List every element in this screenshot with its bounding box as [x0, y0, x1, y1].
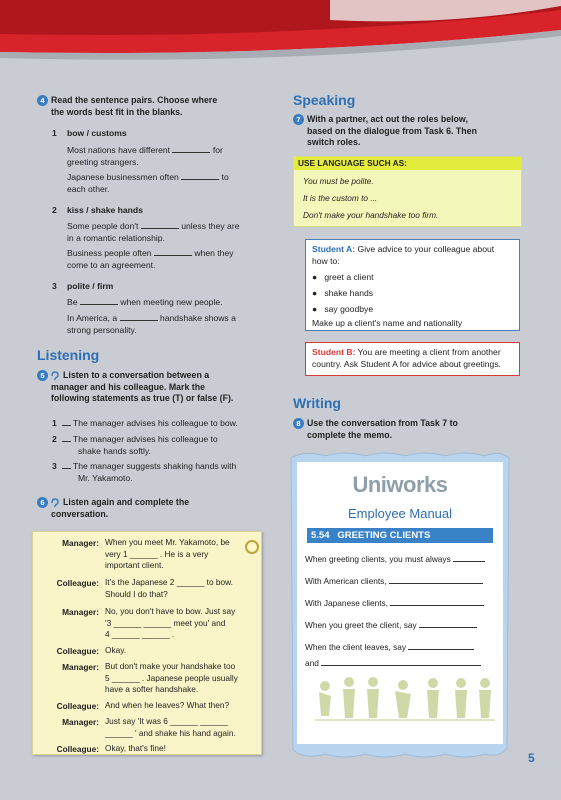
- language-box-heading: USE LANGUAGE SUCH AS:: [294, 157, 521, 170]
- language-box: [293, 156, 522, 227]
- task4-instruction: 4 Read the sentence pairs. Choose where the words best fit in the blanks.: [37, 95, 277, 118]
- task4-item2-sentence1: Some people don't unless they are in a romantic relationship.: [67, 221, 240, 243]
- task4-item3-number: 3: [52, 281, 57, 291]
- listening-heading: Listening: [37, 347, 100, 363]
- task4-item3-sentence2: In America, a handshake shows a strong personality.: [67, 313, 236, 335]
- dialogue-note: Manager: When you meet Mr. Yakamoto, be very 1 ______ . He is a very important client. Colleague: It's the Japanese 2 ______ to bow. Should I do that? Manager: No, you don't have to bow. Just say '3 ______ ______ meet you' and 4 ______ ______ . Colleague: Okay. Manager: But don't make your handshake too 5 ______ . Japanese people usually have a softer handshake. Colleague: And when he leaves? What then? Manager: Just say 'It was 6 ______ ______ ______ ' and shake his hand again. Colleague: Okay, that's fine!: [32, 531, 262, 755]
- writing-heading: Writing: [293, 395, 341, 411]
- task4-number: 4: [37, 95, 48, 106]
- student-a-label: Student A:: [312, 244, 356, 254]
- task7-number: 7: [293, 114, 304, 125]
- memo-line: and: [305, 658, 481, 668]
- task4-item3-sentence1: Be when meeting new people.: [67, 297, 223, 307]
- speaking-heading: Speaking: [293, 92, 356, 108]
- student-a-bullet: ● shake hands: [312, 288, 374, 298]
- task5-item1: 1 The manager advises his colleague to bow.: [52, 418, 238, 428]
- task4-item1-sentence2: Japanese businessmen often to each other.: [67, 172, 229, 194]
- memo-line: When you greet the client, say: [305, 620, 477, 630]
- manual-subtitle: Employee Manual: [347, 506, 453, 521]
- task5-item3: 3 The manager suggests shaking hands with Mr. Yakamoto.: [52, 461, 237, 483]
- employee-manual: [285, 448, 515, 760]
- header-band: [0, 0, 561, 70]
- student-a-card: Student A: Give advice to your colleague about how to: ● greet a client ● shake hands ● say goodbye Make up a client's name and nationality: [305, 239, 520, 331]
- manual-section-bar: 5.54 GREETING CLIENTS: [307, 528, 493, 543]
- manual-page: [297, 462, 503, 744]
- language-line: Don't make your handshake too firm.: [303, 210, 439, 220]
- task4-item2-number: 2: [52, 205, 57, 215]
- memo-line: When the client leaves, say: [305, 642, 474, 652]
- task6-number: 6: [37, 497, 48, 508]
- student-b-card: Student B: You are meeting a client from another country. Ask Student A for advice about greetings.: [305, 342, 520, 376]
- memo-line: With Japanese clients,: [305, 598, 484, 608]
- student-a-footer: Make up a client's name and nationality: [312, 318, 463, 328]
- task5-number: 5: [37, 370, 48, 381]
- memo-line: When greeting clients, you must always: [305, 554, 485, 564]
- task4-item3-title: polite / firm: [67, 281, 114, 291]
- language-line: It is the custom to ...: [303, 193, 378, 203]
- task5-item2: 2 The manager advises his colleague to shake hands softly.: [52, 434, 218, 456]
- student-a-bullet: ● greet a client: [312, 272, 374, 282]
- task8-number: 8: [293, 418, 304, 429]
- paper-clip-icon: [243, 538, 261, 556]
- task4-item1-title: bow / customs: [67, 128, 127, 138]
- audio-icon: [51, 498, 59, 507]
- greeting-figures-illustration: [315, 676, 495, 738]
- page-number: 5: [528, 751, 535, 765]
- manual-brand: Uniworks: [352, 472, 448, 497]
- task7-instruction: 7 With a partner, act out the roles below, based on the dialogue from Task 6. Then switch roles.: [293, 114, 543, 149]
- memo-line: With American clients,: [305, 576, 483, 586]
- task5-instruction: 5 Listen to a conversation between a manager and his colleague. Mark the following statements as true (T) or false (F).: [37, 370, 287, 405]
- task8-instruction: 8 Use the conversation from Task 7 to complete the memo.: [293, 418, 543, 441]
- task4-item2-title: kiss / shake hands: [67, 205, 143, 215]
- language-line: You must be polite.: [303, 176, 374, 186]
- task4-item2-sentence2: Business people often when they come to an agreement.: [67, 248, 234, 270]
- task4-item1-number: 1: [52, 128, 57, 138]
- student-b-label: Student B:: [312, 347, 356, 357]
- task6-instruction: 6 Listen again and complete the conversation.: [37, 497, 287, 520]
- student-a-bullet: ● say goodbye: [312, 304, 374, 314]
- audio-icon: [51, 371, 59, 380]
- task4-item1-sentence1: Most nations have different for greeting strangers.: [67, 145, 223, 167]
